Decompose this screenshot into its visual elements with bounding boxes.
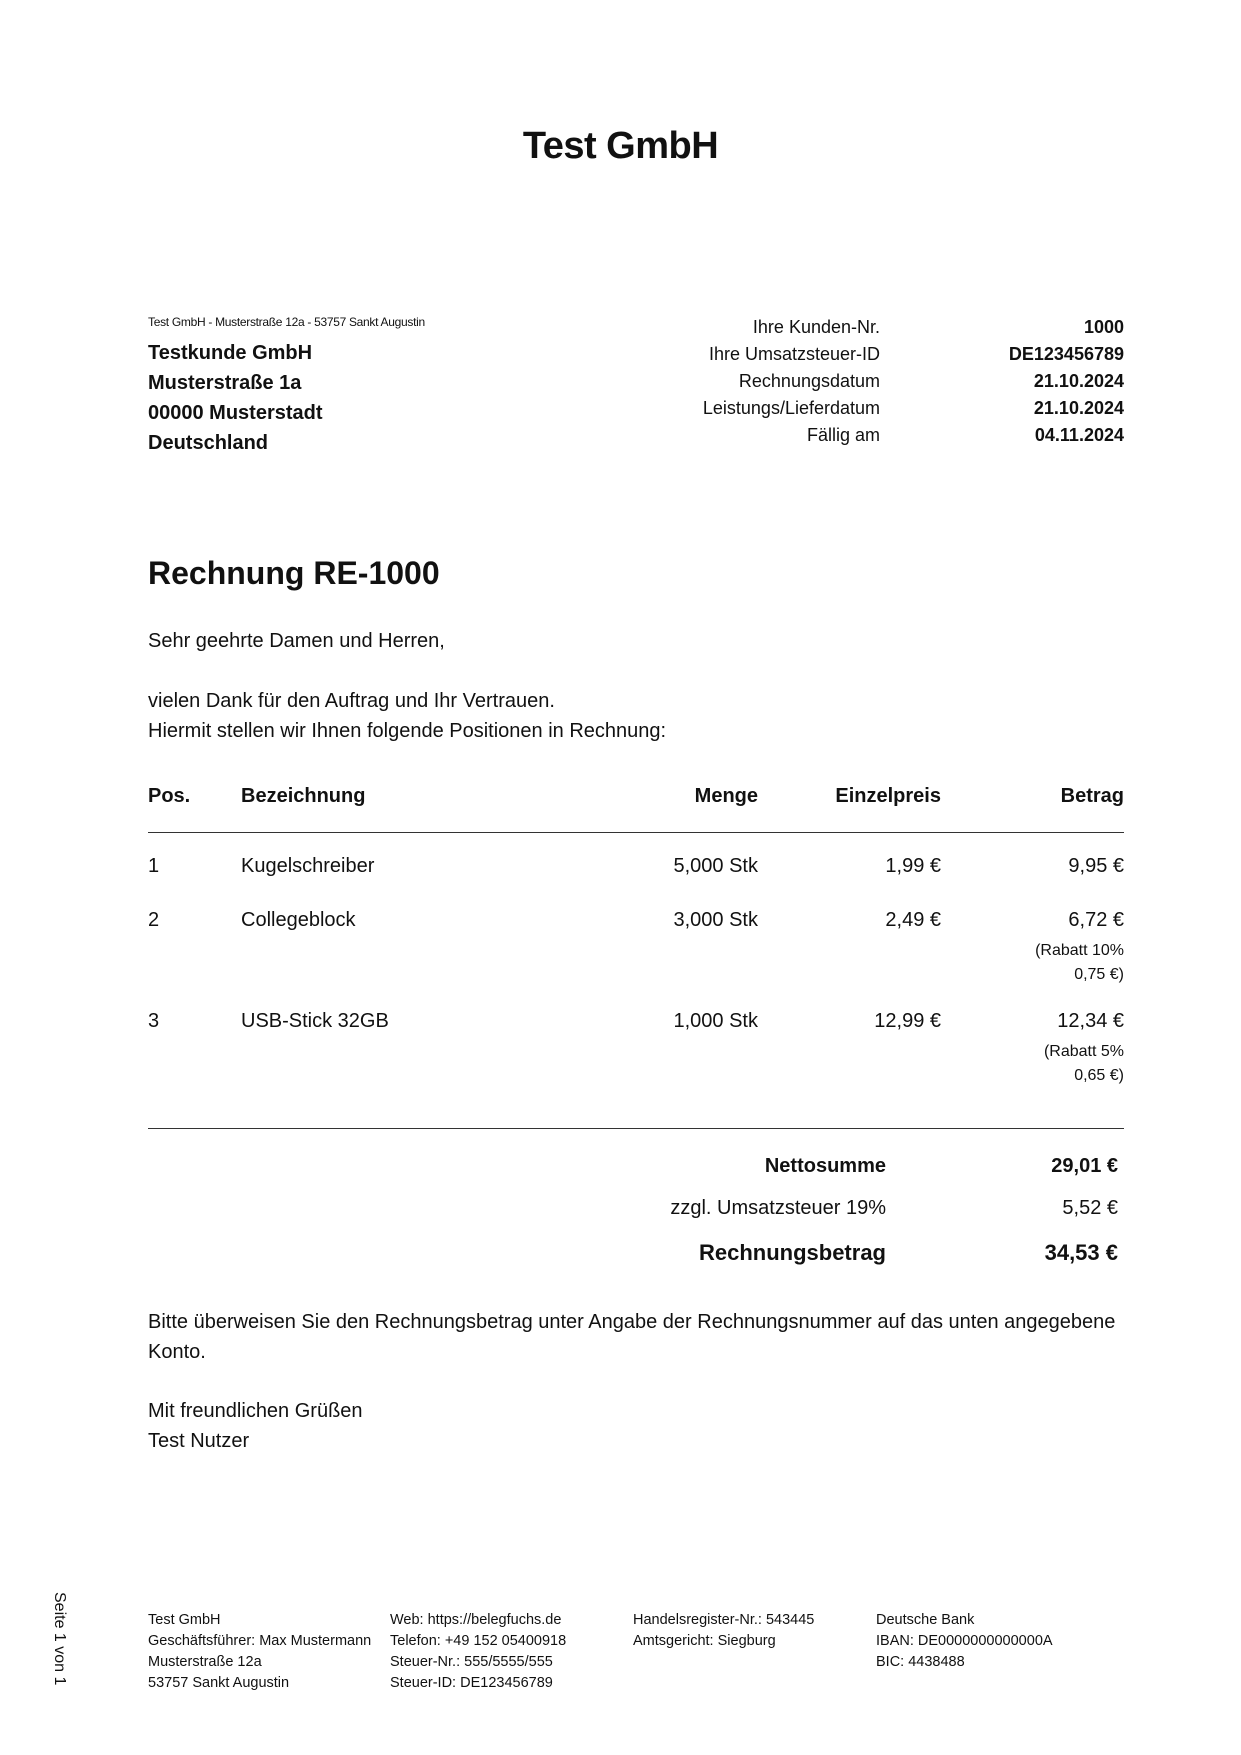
invoice-meta — [640, 314, 1124, 449]
meta-label: Leistungs/Lieferdatum — [702, 398, 880, 418]
row-pos: 2 — [148, 909, 160, 931]
header-amount: Betrag — [1060, 785, 1124, 807]
row-description: USB-Stick 32GB — [241, 1010, 389, 1032]
meta-label: Ihre Umsatzsteuer-ID — [708, 344, 880, 364]
discount-rate: (Rabatt 10% — [1035, 942, 1124, 959]
header-pos: Pos. — [148, 785, 191, 807]
meta-value: 21.10.2024 — [1033, 371, 1124, 391]
net-total-label: Nettosumme — [764, 1155, 886, 1177]
footer-line: Steuer-ID: DE123456789 — [390, 1675, 553, 1691]
row-description: Kugelschreiber — [241, 855, 375, 877]
row-amount: 6,72 € — [1068, 909, 1124, 931]
footer-line: Steuer-Nr.: 555/5555/555 — [390, 1654, 553, 1670]
meta-value: 21.10.2024 — [1033, 398, 1124, 418]
table-header-divider — [148, 832, 1124, 833]
meta-label: Rechnungsdatum — [738, 371, 880, 391]
footer-line: Web: https://belegfuchs.de — [390, 1612, 562, 1628]
meta-value: 1000 — [1083, 317, 1124, 337]
discount-amount: 0,75 €) — [1074, 966, 1124, 983]
row-amount: 12,34 € — [1057, 1010, 1124, 1032]
row-pos: 3 — [148, 1010, 160, 1032]
row-unit-price: 1,99 € — [885, 855, 941, 877]
grand-total-value: 34,53 € — [1044, 1240, 1118, 1265]
row-unit-price: 12,99 € — [874, 1010, 941, 1032]
row-quantity: 5,000 Stk — [673, 855, 758, 877]
row-pos: 1 — [148, 855, 160, 877]
meta-row-due-date — [640, 422, 1124, 449]
invoice-title: Rechnung RE-1000 — [148, 555, 440, 591]
footer-contact-column — [390, 1610, 566, 1694]
sender-return-address: Test GmbH - Musterstraße 12a - 53757 Sankt Augustin — [148, 315, 425, 329]
row-amount: 9,95 € — [1068, 855, 1124, 877]
footer-line: Test GmbH — [148, 1612, 221, 1628]
header-quantity: Menge — [694, 785, 758, 807]
net-total-value: 29,01 € — [1051, 1155, 1118, 1177]
footer-register-column — [633, 1610, 814, 1652]
row-description: Collegeblock — [241, 909, 356, 931]
intro-line-1: vielen Dank für den Auftrag und Ihr Vertrauen. — [148, 690, 555, 712]
vat-label: zzgl. Umsatzsteuer 19% — [670, 1197, 886, 1219]
meta-row-invoice-date — [640, 368, 1124, 395]
discount-rate: (Rabatt 5% — [1043, 1043, 1124, 1060]
header-unit-price: Einzelpreis — [835, 785, 941, 807]
row-quantity: 3,000 Stk — [673, 909, 758, 931]
footer-company-column — [148, 1610, 371, 1694]
footer-line: Musterstraße 12a — [148, 1654, 262, 1670]
recipient-city: 00000 Musterstadt — [148, 402, 323, 424]
meta-value: 04.11.2024 — [1034, 425, 1124, 445]
row-discount — [1004, 939, 1124, 987]
footer-line: Geschäftsführer: Max Mustermann — [148, 1633, 372, 1649]
footer-line: Handelsregister-Nr.: 543445 — [633, 1612, 815, 1628]
meta-row-customer-number — [640, 314, 1124, 341]
row-quantity: 1,000 Stk — [673, 1010, 758, 1032]
footer-line: Amtsgericht: Siegburg — [633, 1633, 776, 1649]
footer-line: IBAN: DE0000000000000A — [876, 1633, 1053, 1649]
meta-label: Fällig am — [806, 425, 880, 445]
signature-name: Test Nutzer — [148, 1430, 250, 1452]
meta-row-delivery-date — [640, 395, 1124, 422]
greeting: Sehr geehrte Damen und Herren, — [148, 630, 445, 652]
company-header: Test GmbH — [522, 125, 719, 167]
footer-line: Telefon: +49 152 05400918 — [390, 1633, 567, 1649]
footer-line: BIC: 4438488 — [876, 1654, 965, 1670]
recipient-street: Musterstraße 1a — [148, 372, 302, 394]
meta-value: DE123456789 — [1008, 344, 1124, 364]
recipient-name: Testkunde GmbH — [148, 342, 313, 364]
page-number: Seite 1 von 1 — [51, 1592, 68, 1686]
footer-bank-column — [876, 1610, 1053, 1673]
table-bottom-divider — [148, 1128, 1124, 1129]
closing-phrase: Mit freundlichen Grüßen — [148, 1400, 363, 1422]
intro-line-2: Hiermit stellen wir Ihnen folgende Positionen in Rechnung: — [148, 720, 667, 742]
row-unit-price: 2,49 € — [885, 909, 941, 931]
vat-value: 5,52 € — [1062, 1197, 1118, 1219]
footer-line: 53757 Sankt Augustin — [148, 1675, 290, 1691]
meta-row-vat-id — [640, 341, 1124, 368]
header-description: Bezeichnung — [241, 785, 366, 807]
recipient-address — [148, 338, 323, 458]
recipient-country: Deutschland — [148, 432, 269, 454]
grand-total-label: Rechnungsbetrag — [698, 1240, 886, 1265]
payment-note: Bitte überweisen Sie den Rechnungsbetrag unter Angabe der Rechnungsnummer auf das unten angegebene Konto. — [148, 1311, 1116, 1363]
discount-amount: 0,65 €) — [1074, 1067, 1124, 1084]
meta-label: Ihre Kunden-Nr. — [752, 317, 880, 337]
row-discount — [1004, 1040, 1124, 1088]
footer-line: Deutsche Bank — [876, 1612, 975, 1628]
